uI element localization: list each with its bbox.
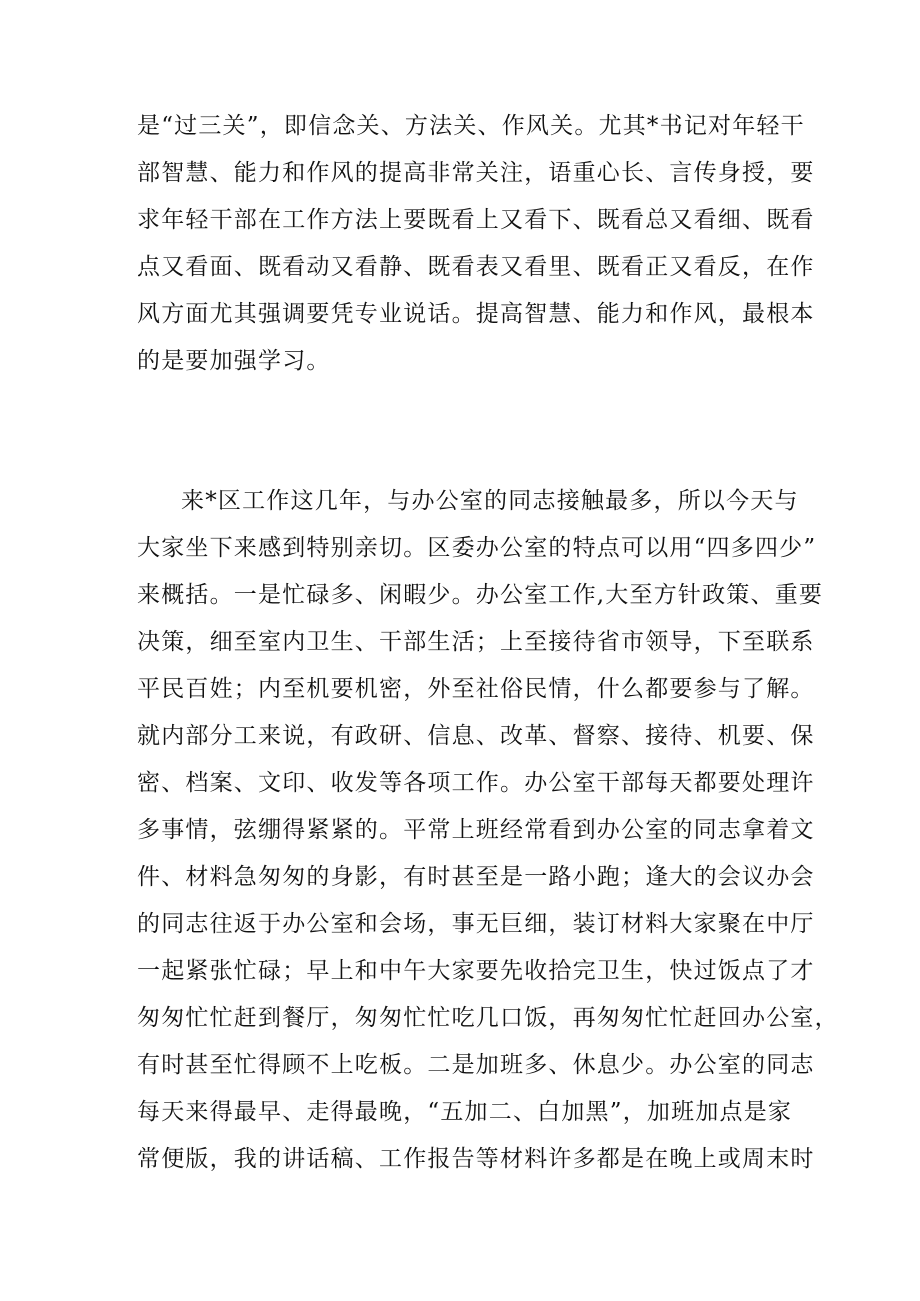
- text-line: 来概括。一是忙碌多、闲暇少。办公室工作,大至方针政策、重要: [137, 582, 824, 608]
- text-line: 匆匆忙忙赶到餐厅，匆匆忙忙吃几口饭，再匆匆忙忙赶回办公室，: [137, 1005, 839, 1031]
- text-line: 有时甚至忙得顾不上吃板。二是加班多、休息少。办公室的同志: [137, 1052, 815, 1078]
- text-line: 是“过三关”，即信念关、方法关、作风关。尤其*书记对年轻干: [137, 113, 805, 139]
- text-line: 风方面尤其强调要凭专业说话。提高智慧、能力和作风，最根本: [137, 301, 815, 327]
- text-line: 常便版，我的讲话稿、工作报告等材料许多都是在晚上或周末时: [137, 1146, 815, 1172]
- text-line: 一起紧张忙碌；早上和中午大家要先收拾完卫生，快过饭点了才: [137, 958, 815, 984]
- text-line: 就内部分工来说，有政研、信息、改革、督察、接待、机要、保: [137, 723, 815, 749]
- text-line: 密、档案、文印、收发等各项工作。办公室干部每天都要处理许: [137, 770, 815, 796]
- paragraph-continuation: [137, 103, 815, 385]
- text-line: 的同志往返于办公室和会场，事无巨细，装订材料大家聚在中厅: [137, 911, 815, 937]
- paragraph-office-features: [137, 478, 839, 1183]
- text-line: 求年轻干部在工作方法上要既看上又看下、既看总又看细、既看: [137, 207, 815, 233]
- text-line: 点又看面、既看动又看静、既看表又看里、既看正又看反，在作: [137, 254, 815, 280]
- document-body: [137, 103, 839, 1183]
- text-line: 每天来得最早、走得最晚，“五加二、白加黑”，加班加点是家: [137, 1099, 793, 1125]
- text-line: 平民百姓；内至机要机密，外至社俗民情，什么都要参与了解。: [137, 676, 815, 702]
- text-line: 决策，细至室内卫生、干部生活；上至接待省市领导，下至联系: [137, 629, 815, 655]
- text-line-indented: 来*区工作这几年，与办公室的同志接触最多，所以今天与: [181, 488, 799, 514]
- text-line: 大家坐下来感到特别亲切。区委办公室的特点可以用“四多四少”: [137, 535, 817, 561]
- text-line: 件、材料急匆匆的身影，有时甚至是一路小跑；逢大的会议办会: [137, 864, 815, 890]
- text-line: 多事情，弦绷得紧紧的。平常上班经常看到办公室的同志拿着文: [137, 817, 815, 843]
- text-line: 的是要加强学习。: [137, 348, 331, 374]
- text-line: 部智慧、能力和作风的提高非常关注，语重心长、言传身授，要: [137, 160, 815, 186]
